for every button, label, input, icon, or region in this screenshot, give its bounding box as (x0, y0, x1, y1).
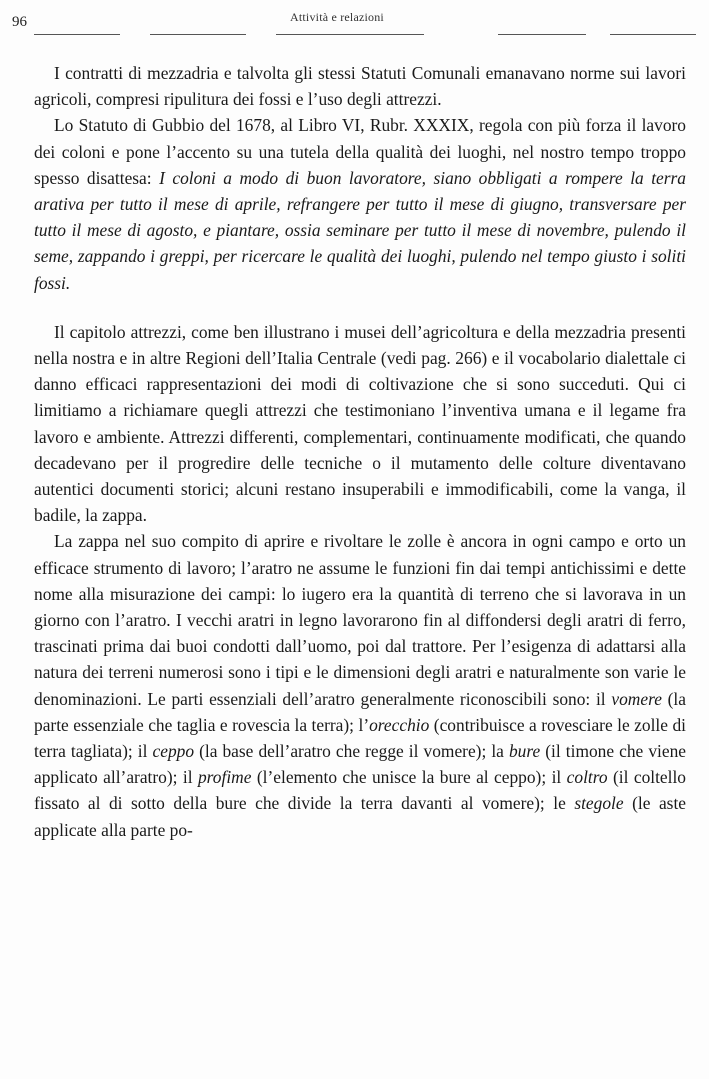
italic-text: coltro (566, 767, 608, 788)
paragraph (34, 319, 686, 529)
header-rule (150, 34, 246, 35)
paragraph-text: (il timone che viene applicato all’aratro); il (34, 741, 686, 788)
paragraph-text: Lo Statuto di Gubbio del 1678, al Libro VI, Rubr. XXXIX, regola con più forza il lavoro dei coloni e pone l’accento su una tutela della qualità dei luoghi, nel nostro tempo troppo spesso disattesa: (34, 115, 686, 188)
italic-text: vomere (611, 688, 662, 709)
paragraph (34, 60, 686, 112)
running-head-title: Attività e relazioni (290, 10, 384, 24)
italic-text: ceppo (152, 741, 195, 762)
header-rule (498, 34, 586, 35)
paragraph-text: (il coltello fissato al di sotto della bure che divide la terra davanti al vomere); le (34, 767, 687, 814)
paragraph-text: La zappa nel suo compito di aprire e rivoltare le zolle è ancora in ogni campo e orto un efficace strumento di lavoro; l’aratro ne assume le funzioni fin dai tempi antichissimi e dette nome alla misurazione dei campi: lo iugero era la quantità di terreno che si lavorava in un giorno con l’aratro. I vecchi aratri in legno lavorarono fin al diffondersi degli aratri di ferro, trascinati prima dai buoi condotti dall’uomo, poi dal trattore. Per l’esigenza di adattarsi alla natura dei terreni numerosi sono i tipi e le dimensioni degli aratri e naturalmente son varie le denominazioni. Le parti essenziali dell’aratro generalmente riconoscibili sono: il (34, 531, 686, 709)
paragraph-text: (l’elemento che unisce la bure al ceppo); il (251, 767, 567, 788)
paragraph-text: I contratti di mezzadria e talvolta gli stessi Statuti Comunali emanavano norme sui lavori agricoli, compresi ripulitura dei fossi e l’uso degli attrezzi. (34, 63, 686, 110)
italic-text: I coloni a modo di buon lavoratore, siano obbligati a rompere la terra arativa per tutto il mese di aprile, refrangere per tutto il mese di giugno, transversare per tutto il mese di agosto, e piantare, ossia seminare per tutto il mese di novembre, pulendo il seme, zappando i greppi, per ricercare le qualità dei luoghi, pulendo nel tempo giusto i soliti fossi. (34, 167, 686, 293)
italic-text: stegole (574, 793, 624, 814)
page-number: 96 (12, 14, 27, 30)
paragraph (34, 528, 686, 842)
paragraph-text: (contribuisce a rovesciare le zolle di terra tagliata); il (34, 714, 686, 762)
italic-text: orecchio (369, 714, 430, 735)
paragraph-text: Il capitolo attrezzi, come ben illustrano i musei dell’agricoltura e della mezzadria presenti nella nostra e in altre Regioni dell’Italia Centrale (vedi pag. 266) e il vocabolario dialettale ci danno efficaci rappresentazioni dei modi di coltivazione che si sono succeduti. Qui ci limitiamo a richiamare quegli attrezzi che testimoniano l’inventiva umana e il legame fra lavoro e ambiente. Attrezzi differenti, complementari, continuamente modificati, che quando decadevano per il progredire delle tecniche o il mutamento delle colture diventavano autentici documenti storici; alcuni restano insuperabili e immodificabili, come la vanga, il badile, la zappa. (34, 321, 686, 526)
italic-text: profime (197, 767, 252, 788)
italic-text: bure (508, 741, 541, 762)
header-rule (34, 34, 120, 35)
paragraph-text: (la parte essenziale che taglia e rovescia la terra); l’ (34, 688, 686, 735)
paragraph (34, 112, 686, 295)
body-text (34, 60, 686, 843)
header-rule (276, 34, 424, 35)
paragraph-text: (la base dell’aratro che regge il vomere); la (194, 741, 509, 762)
paragraph-text: (le aste applicate alla parte po- (34, 793, 686, 840)
running-head (12, 10, 702, 44)
header-rule (610, 34, 696, 35)
